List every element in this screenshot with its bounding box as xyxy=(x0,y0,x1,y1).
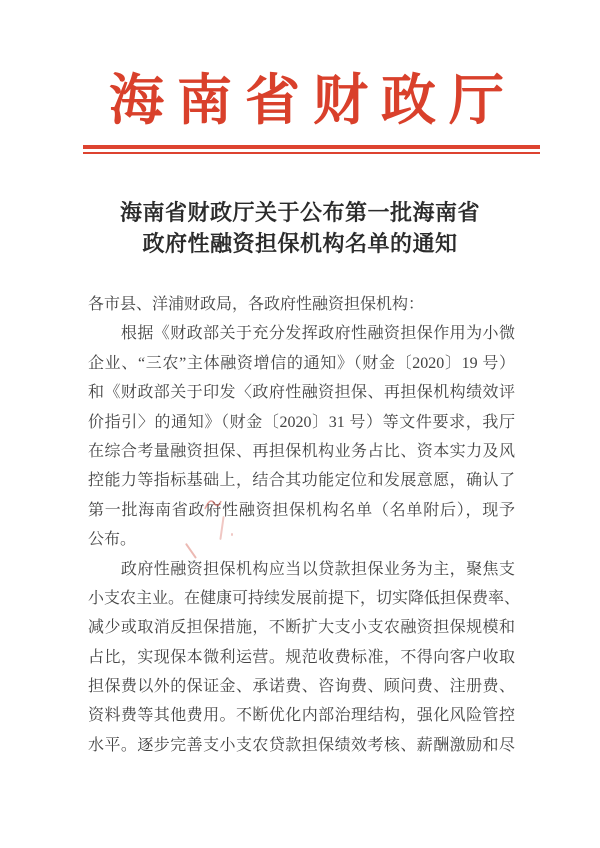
body-line: 和《财政部关于印发〈政府性融资担保、再担保机构绩效评 xyxy=(88,384,515,402)
letterhead-agency-name: 海南省财政厅 xyxy=(108,70,517,131)
body-line: 水平。逐步完善支小支农贷款担保绩效考核、薪酬激励和尽 xyxy=(88,736,515,754)
body-line: 小支农主业。在健康可持续发展前提下，切实降低担保费率、 xyxy=(88,589,521,607)
body-line: 企业、“三农”主体融资增信的通知》（财金〔2020〕19 号） xyxy=(88,354,515,372)
body-line: 在综合考量融资担保、再担保机构业务占比、资本实力及风 xyxy=(88,442,515,460)
body-line: 公布。 xyxy=(88,531,137,549)
body-line: 第一批海南省政府性融资担保机构名单（名单附后），现予 xyxy=(88,501,515,519)
body-line: 根据《财政部关于充分发挥政府性融资担保作用为小微 xyxy=(88,325,515,343)
body-line: 占比，实现保本微利运营。规范收费标准，不得向客户收取 xyxy=(88,648,515,666)
document-title-line2: 政府性融资担保机构名单的通知 xyxy=(142,231,458,256)
body-line: 政府性融资担保机构应当以贷款担保业务为主，聚焦支 xyxy=(88,560,515,578)
body-line: 资料费等其他费用。不断优化内部治理结构，强化风险管控 xyxy=(88,707,515,725)
divider-thick-line xyxy=(83,145,540,149)
salutation-line: 各市县、洋浦财政局，各政府性融资担保机构： xyxy=(88,296,425,313)
body-line: 控能力等指标基础上，结合其功能定位和发展意愿，确认了 xyxy=(88,472,515,490)
divider-thin-line xyxy=(83,152,540,154)
body-line: 价指引〉的通知》（财金〔2020〕31 号）等文件要求，我厅 xyxy=(88,413,515,431)
body-line: 减少或取消反担保措施，不断扩大支小支农融资担保规模和 xyxy=(88,619,515,637)
body-line: 担保费以外的保证金、承诺费、咨询费、顾问费、注册费、 xyxy=(88,678,515,696)
document-title xyxy=(0,197,600,259)
document-body xyxy=(88,290,521,760)
document-title-line1: 海南省财政厅关于公布第一批海南省 xyxy=(119,200,480,225)
